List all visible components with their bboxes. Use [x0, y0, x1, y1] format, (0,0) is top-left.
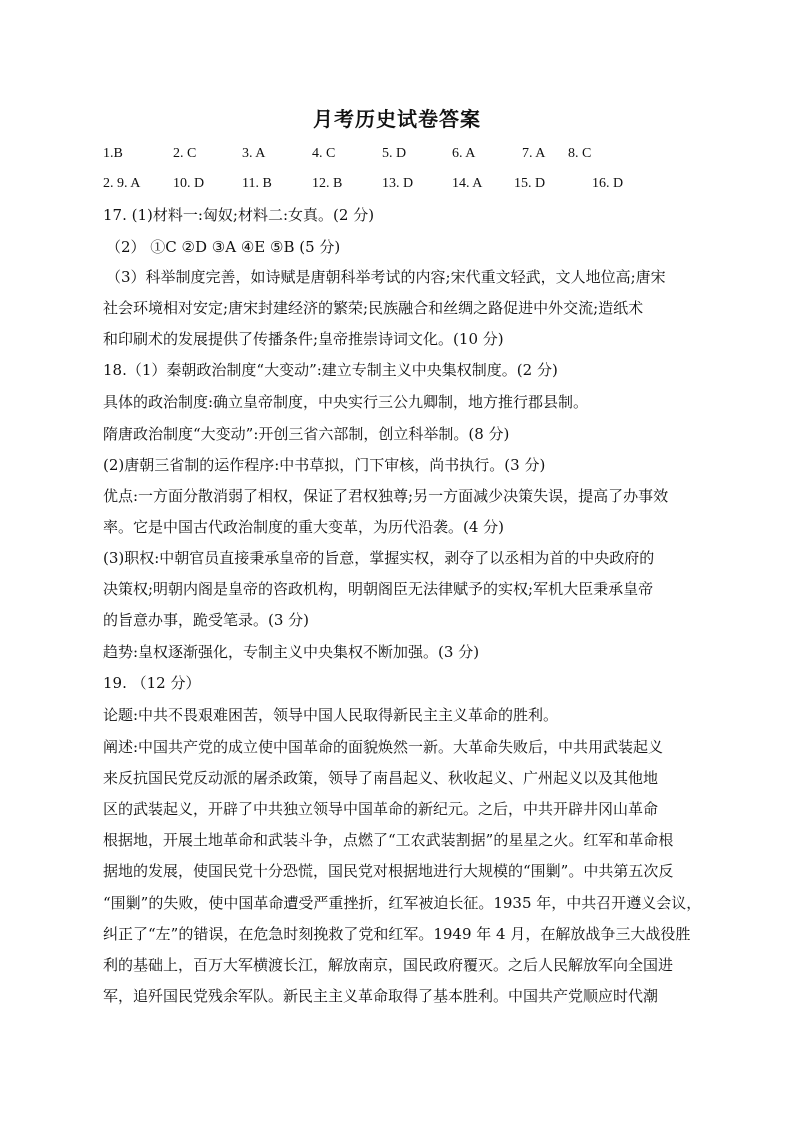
mcq-answer: 11. B [242, 176, 272, 191]
mcq-answer: 13. D [382, 176, 414, 191]
q17-part3-line3: 和印刷术的发展提供了传播条件;皇帝推崇诗词文化。(10 分) [103, 330, 504, 348]
mcq-answer: 15. D [514, 176, 546, 191]
mcq-answer: 12. B [312, 176, 343, 191]
page-title: 月考历史试卷答案 [313, 107, 481, 131]
mcq-answer: 1.B [103, 146, 123, 161]
mcq-answer: 14. A [452, 176, 483, 191]
mcq-answer: 4. C [312, 146, 336, 161]
q18-line2: 具体的政治制度:确立皇帝制度，中央实行三公九卿制，地方推行郡县制。 [103, 393, 589, 411]
q18-line1: 18.（1）秦朝政治制度“大变动”:建立专制主义中央集权制度。(2 分) [103, 361, 558, 379]
q19-line3: 阐述:中国共产党的成立使中国革命的面貌焕然一新。大革命失败后，中共用武装起义 [103, 738, 664, 756]
mcq-answer: 5. D [382, 146, 407, 161]
q18-line3: 隋唐政治制度“大变动”:开创三省六部制，创立科举制。(8 分) [103, 425, 510, 443]
q19-line1: 19. （12 分） [103, 674, 201, 692]
q17-part2: （2） ①C ②D ③A ④E ⑤B (5 分) [106, 238, 341, 256]
mcq-answer: 2. 9. A [103, 176, 141, 191]
q18-line8: 决策权;明朝内阁是皇帝的咨政机构，明朝阁臣无法律赋予的实权;军机大臣秉承皇帝 [103, 580, 654, 598]
mcq-answer: 3. A [242, 146, 266, 161]
q19-line7: 据地的发展，使国民党十分恐慌，国民党对根据地进行大规模的“围剿”。中共第五次反 [103, 862, 674, 880]
mcq-answer: 7. A [522, 146, 546, 161]
q19-line2: 论题:中共不畏艰难困苦，领导中国人民取得新民主主义革命的胜利。 [103, 706, 559, 724]
mcq-answer: 2. C [173, 146, 197, 161]
mcq-answer: 10. D [173, 176, 205, 191]
q18-line4: (2)唐朝三省制的运作程序:中书草拟，门下审核，尚书执行。(3 分) [103, 456, 546, 474]
mcq-answer: 6. A [452, 146, 476, 161]
q19-line8: “围剿”的失败，使中国革命遭受严重挫折，红军被迫长征。1935 年，中共召开遵义会议， [103, 894, 702, 912]
q18-line9: 的旨意办事，跪受笔录。(3 分) [103, 611, 310, 629]
q19-line11: 军，追歼国民党残余军队。新民主主义革命取得了基本胜利。中国共产党顺应时代潮 [103, 987, 659, 1005]
q19-line9: 纠正了“左”的错误，在危急时刻挽救了党和红军。1949 年 4 月，在解放战争三大战役胜 [103, 925, 691, 943]
mcq-row-1 [103, 146, 703, 168]
q17-part3-line1: （3）科举制度完善，如诗赋是唐朝科举考试的内容;宋代重文轻武，文人地位高;唐宋 [106, 268, 666, 286]
q17-part3-line2: 社会环境相对安定;唐宋封建经济的繁荣;民族融合和丝绸之路促进中外交流;造纸术 [103, 299, 644, 317]
q18-line7: (3)职权:中朝官员直接秉承皇帝的旨意，掌握实权，剥夺了以丞相为首的中央政府的 [103, 549, 655, 567]
q19-line6: 根据地，开展土地革命和武装斗争，点燃了“工农武装割据”的星星之火。红军和革命根 [103, 831, 674, 849]
mcq-row-2 [103, 176, 703, 198]
q18-line10: 趋势:皇权逐渐强化，专制主义中央集权不断加强。(3 分) [103, 643, 480, 661]
q18-line5: 优点:一方面分散消弱了相权，保证了君权独尊;另一方面减少决策失误，提高了办事效 [103, 487, 669, 505]
mcq-answer: 8. C [568, 146, 592, 161]
mcq-answer: 16. D [592, 176, 624, 191]
q18-line6: 率。它是中国古代政治制度的重大变革，为历代沿袭。(4 分) [103, 518, 505, 536]
q17-part1: 17. (1)材料一:匈奴;材料二:女真。(2 分) [103, 206, 375, 224]
q19-line10: 利的基础上，百万大军横渡长江，解放南京，国民政府覆灭。之后人民解放军向全国进 [103, 956, 674, 974]
q19-line4: 来反抗国民党反动派的屠杀政策，领导了南昌起义、秋收起义、广州起义以及其他地 [103, 769, 659, 787]
q19-line5: 区的武装起义，开辟了中共独立领导中国革命的新纪元。之后，中共开辟井冈山革命 [103, 800, 659, 818]
